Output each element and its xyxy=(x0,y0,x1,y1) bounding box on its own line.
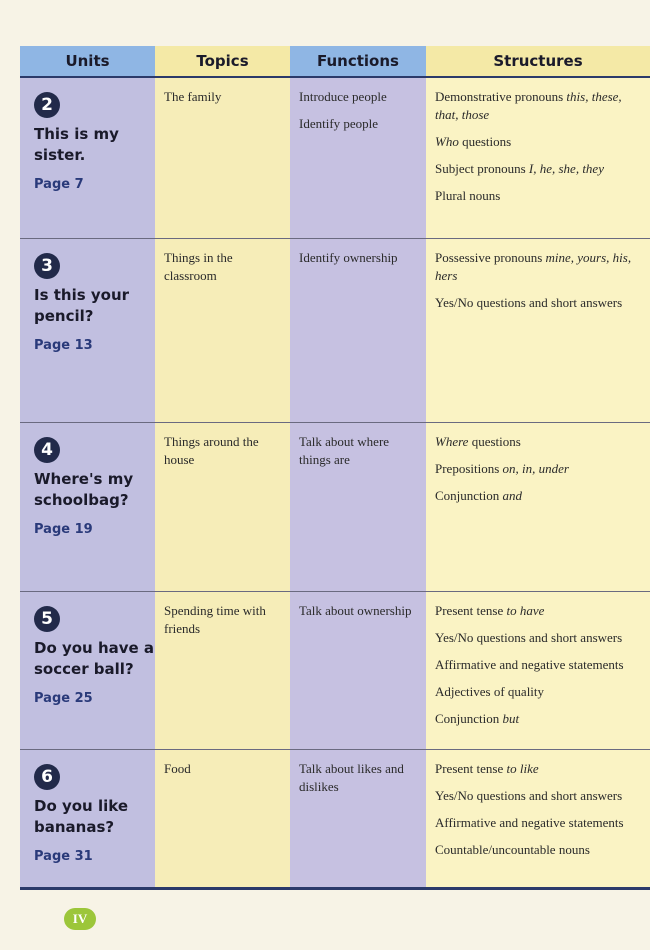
unit-number-badge: 6 xyxy=(34,764,60,790)
unit-number-badge: 4 xyxy=(34,437,60,463)
unit-rows xyxy=(20,77,650,889)
topic-cell xyxy=(155,750,290,889)
structure-item xyxy=(435,133,646,151)
structure-text: Affirmative and negative statements xyxy=(435,657,624,672)
function-item: Identify ownership xyxy=(299,250,398,265)
structure-text: Adjectives of quality xyxy=(435,684,545,699)
structure-text: Affirmative and negative statements xyxy=(435,815,624,830)
topic-list xyxy=(155,78,290,106)
structure-text: Plural nouns xyxy=(435,188,501,203)
unit-cell xyxy=(20,77,155,239)
topic-cell xyxy=(155,239,290,423)
function-list xyxy=(290,239,426,267)
structure-text: Where xyxy=(435,434,469,449)
topic-cell xyxy=(155,592,290,750)
function-list xyxy=(290,78,426,133)
topic-item: Food xyxy=(164,761,191,776)
function-cell xyxy=(290,423,426,592)
function-item: Talk about ownership xyxy=(299,603,412,618)
structure-cell xyxy=(426,423,650,592)
structure-text: to have xyxy=(506,603,545,618)
structure-item xyxy=(435,433,646,451)
unit-page-ref: Page 19 xyxy=(34,522,93,537)
unit-info xyxy=(20,423,155,539)
structure-text: this, these, that, those xyxy=(435,89,622,122)
structure-item xyxy=(435,710,646,728)
topic-cell xyxy=(155,423,290,592)
unit-title: Where's my schoolbag? xyxy=(34,470,134,509)
structure-text: on, in, under xyxy=(502,461,569,476)
function-cell xyxy=(290,750,426,889)
page-number-badge: IV xyxy=(64,908,96,930)
unit-row xyxy=(20,423,650,592)
unit-title: Is this your pencil? xyxy=(34,286,130,325)
function-item: Introduce people xyxy=(299,89,387,104)
topic-item: Things in the classroom xyxy=(164,250,233,283)
structure-item xyxy=(435,249,646,285)
structure-item xyxy=(435,656,646,674)
topic-item: The family xyxy=(164,89,222,104)
unit-info xyxy=(20,592,155,708)
structure-text: Who xyxy=(435,134,459,149)
structure-item xyxy=(435,602,646,620)
header-row xyxy=(20,46,650,77)
structure-item xyxy=(435,88,646,124)
unit-title: Do you have a soccer ball? xyxy=(34,639,155,678)
structure-cell xyxy=(426,239,650,423)
structure-text: mine, yours, his, hers xyxy=(435,250,632,283)
unit-info xyxy=(20,239,155,355)
structure-text: Subject pronouns xyxy=(435,161,529,176)
unit-title: This is my sister. xyxy=(34,125,119,164)
structure-item xyxy=(435,683,646,701)
structure-text: I, he, she, they xyxy=(528,161,604,176)
structure-text: Prepositions xyxy=(435,461,503,476)
structure-list xyxy=(426,423,650,505)
structure-text: Present tense xyxy=(435,761,507,776)
structure-text: but xyxy=(502,711,520,726)
unit-page-ref: Page 25 xyxy=(34,691,93,706)
function-cell xyxy=(290,592,426,750)
unit-number-badge: 5 xyxy=(34,606,60,632)
unit-number-badge: 2 xyxy=(34,92,60,118)
structure-list xyxy=(426,592,650,728)
unit-number-badge: 3 xyxy=(34,253,60,279)
unit-cell xyxy=(20,750,155,889)
unit-row xyxy=(20,77,650,239)
structure-text: Yes/No questions and short answers xyxy=(435,788,623,803)
structure-text: questions xyxy=(458,134,512,149)
structure-cell xyxy=(426,750,650,889)
structure-item xyxy=(435,487,646,505)
structure-text: Demonstrative pronouns xyxy=(435,89,567,104)
syllabus-table xyxy=(20,46,650,890)
structure-item xyxy=(435,294,646,312)
unit-page-ref: Page 13 xyxy=(34,338,93,353)
structure-item xyxy=(435,629,646,647)
structure-item xyxy=(435,841,646,859)
header-units: Units xyxy=(20,46,155,77)
structure-text: questions xyxy=(468,434,521,449)
function-cell xyxy=(290,77,426,239)
function-item: Talk about where things are xyxy=(299,434,390,467)
unit-cell xyxy=(20,239,155,423)
structure-cell xyxy=(426,592,650,750)
structure-item xyxy=(435,187,646,205)
topic-item: Things around the house xyxy=(164,434,259,467)
topic-list xyxy=(155,423,290,469)
structure-text: Yes/No questions and short answers xyxy=(435,630,623,645)
structure-item xyxy=(435,787,646,805)
function-list xyxy=(290,592,426,620)
structure-text: Countable/uncountable nouns xyxy=(435,842,590,857)
structure-text: Conjunction xyxy=(435,711,503,726)
structure-text: Conjunction xyxy=(435,488,503,503)
function-list xyxy=(290,750,426,796)
topic-list xyxy=(155,239,290,285)
structure-list xyxy=(426,78,650,205)
unit-cell xyxy=(20,592,155,750)
unit-page-ref: Page 31 xyxy=(34,849,93,864)
structure-item xyxy=(435,760,646,778)
unit-row xyxy=(20,592,650,750)
header-functions: Functions xyxy=(290,46,426,77)
structure-text: Yes/No questions and short answers xyxy=(435,295,623,310)
structure-text: Present tense xyxy=(435,603,507,618)
structure-list xyxy=(426,750,650,859)
function-list xyxy=(290,423,426,469)
unit-row xyxy=(20,750,650,889)
topic-list xyxy=(155,592,290,638)
structure-item xyxy=(435,814,646,832)
topic-list xyxy=(155,750,290,778)
unit-page-ref: Page 7 xyxy=(34,177,84,192)
structure-text: and xyxy=(502,488,523,503)
function-item: Identify people xyxy=(299,116,379,131)
header-topics: Topics xyxy=(155,46,290,77)
unit-title: Do you like bananas? xyxy=(34,797,128,836)
structure-item xyxy=(435,160,646,178)
unit-row xyxy=(20,239,650,423)
structure-text: Possessive pronouns xyxy=(435,250,546,265)
function-item: Talk about likes and dislikes xyxy=(299,761,404,794)
function-cell xyxy=(290,239,426,423)
unit-cell xyxy=(20,423,155,592)
topic-item: Spending time with friends xyxy=(164,603,266,636)
structure-text: to like xyxy=(506,761,539,776)
structure-cell xyxy=(426,77,650,239)
unit-info xyxy=(20,750,155,866)
unit-info xyxy=(20,78,155,194)
topic-cell xyxy=(155,77,290,239)
header-structures: Structures xyxy=(426,46,650,77)
structure-list xyxy=(426,239,650,312)
structure-item xyxy=(435,460,646,478)
